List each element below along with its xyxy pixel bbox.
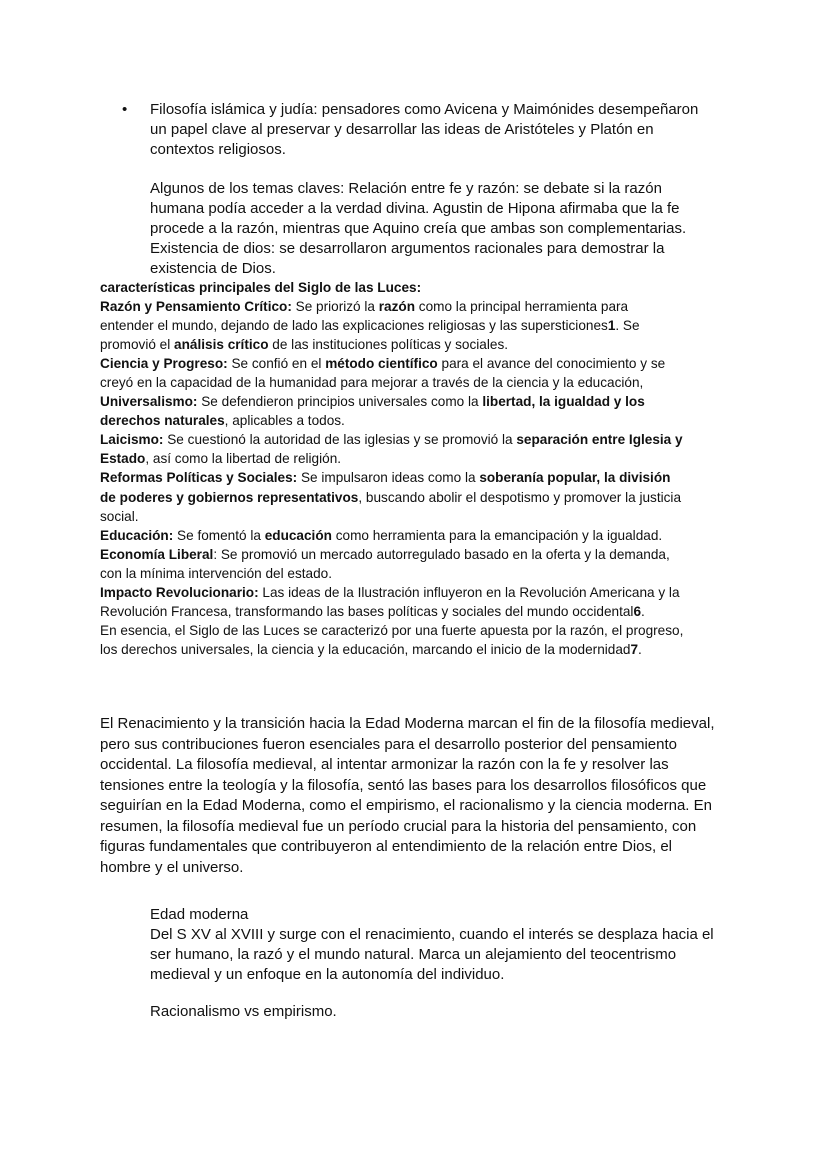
text-run: Existencia de dios: se desarrollaron argumentos racionales para demostrar la: [150, 240, 665, 257]
text-line: [100, 373, 683, 392]
text-run: medieval y un enfoque en la autonomía del individuo.: [150, 966, 505, 983]
bold-text: Universalismo:: [100, 394, 198, 410]
bullet-paragraph-islamic-jewish-philosophy: [150, 100, 698, 160]
bullet-icon: •: [122, 101, 128, 118]
text-run: ser humano, la razó y el mundo natural. Marca un alejamiento del teocentrismo: [150, 946, 677, 963]
bold-text: soberanía popular, la división: [479, 470, 671, 486]
text-line: [100, 858, 715, 879]
text-run: Se defendieron principios universales como la: [197, 394, 483, 410]
text-line: [100, 583, 683, 602]
text-line: [150, 100, 698, 120]
text-run: , así como la libertad de religión.: [145, 451, 342, 467]
bold-text: libertad, la igualdad y los: [482, 394, 645, 410]
bold-text: características principales del Siglo de las Luces:: [100, 280, 422, 295]
text-line: [100, 837, 715, 858]
text-run: Se cuestionó la autoridad de las iglesias y se promovió la: [163, 432, 517, 448]
text-run: El Renacimiento y la transición hacia la Edad Moderna marcan el fin de la filosofía medieval,: [100, 715, 715, 732]
bold-text: separación entre Iglesia y: [516, 432, 683, 448]
text-run: tensiones entre la teología y la filosofía, sentó las bases para los desarrollos filosóficos que: [100, 776, 707, 794]
text-run: Algunos de los temas claves: Relación entre fe y razón: se debate si la razón: [150, 180, 662, 197]
text-run: social.: [100, 508, 139, 524]
text-run: un papel clave al preservar y desarrollar las ideas de Aristóteles y Platón en: [150, 121, 654, 138]
bold-text: educación: [264, 527, 332, 543]
text-run: Del S XV al XVIII y surge con el renacimiento, cuando el interés se desplaza hacia el: [150, 926, 714, 943]
bold-text: 6: [633, 603, 642, 619]
bold-text: Razón y Pensamiento Crítico:: [100, 299, 292, 315]
text-run: como herramienta para la emancipación y la igualdad.: [331, 527, 663, 543]
text-run: contextos religiosos.: [150, 141, 286, 158]
bold-text: Estado: [100, 451, 146, 467]
text-run: Se fomentó la: [173, 527, 265, 543]
text-line: [100, 468, 683, 487]
text-run: , aplicables a todos.: [224, 413, 345, 429]
text-line: [150, 140, 698, 160]
text-run: . Se: [615, 318, 640, 334]
text-run: : Se promovió un mercado autorregulado basado en la oferta y la demanda,: [213, 546, 670, 562]
text-line: [100, 564, 683, 583]
text-line: [150, 1002, 337, 1022]
text-run: promovió el: [100, 337, 175, 353]
section-modern-age: [150, 905, 714, 985]
text-run: como la principal herramienta para: [415, 299, 629, 315]
text-line: [100, 526, 683, 545]
bold-text: derechos naturales: [100, 413, 225, 429]
text-line: [150, 259, 686, 279]
text-run: para el avance del conocimiento y se: [437, 356, 666, 372]
text-run: procede a la razón, mientras que Aquino creía que ambas son complementarias.: [150, 220, 687, 237]
text-line: [100, 640, 683, 659]
text-run: Filosofía islámica y judía: pensadores como Avicena y Maimónides desempeñaron: [150, 101, 699, 118]
text-line: [100, 755, 715, 776]
bold-text: Ciencia y Progreso:: [100, 356, 228, 372]
text-line: [100, 735, 715, 756]
text-run: los derechos universales, la ciencia y la educación, marcando el inicio de la modernidad: [100, 641, 631, 657]
text-line: [100, 316, 683, 335]
text-run: con la mínima intervención del estado.: [100, 565, 332, 581]
text-run: de las instituciones políticas y sociales.: [268, 337, 509, 353]
bold-text: 1: [607, 318, 616, 334]
text-line: [100, 817, 715, 838]
text-run: occidental. La filosofía medieval, al intentar armonizar la razón con la fe y resolver las: [100, 756, 669, 773]
bold-text: método científico: [325, 356, 438, 372]
text-line: [100, 449, 683, 468]
bold-text: Reformas Políticas y Sociales:: [100, 470, 298, 486]
text-line: [100, 796, 715, 817]
text-line: [150, 179, 686, 199]
bold-text: Impacto Revolucionario:: [100, 584, 259, 600]
text-run: Se confió en el: [227, 356, 326, 372]
text-line: [100, 621, 683, 640]
text-line: [100, 392, 683, 411]
text-run: seguirían en la Edad Moderna, como el empirismo, el racionalismo y la ciencia moderna. En: [100, 797, 712, 814]
text-line: [150, 945, 714, 965]
text-line: [100, 411, 683, 430]
paragraph-renaissance-transition: [100, 714, 715, 878]
text-line: [100, 776, 715, 797]
text-run: entender el mundo, dejando de lado las explicaciones religiosas y las supersticiones: [100, 318, 608, 334]
bold-text: análisis crítico: [174, 337, 269, 353]
text-line: [100, 430, 683, 449]
text-line: [100, 602, 683, 621]
text-run: resumen, la filosofía medieval fue un período crucial para la historia del pensamiento, con: [100, 817, 697, 835]
text-run: Edad moderna: [150, 906, 249, 923]
text-line: [100, 297, 683, 316]
text-run: pero sus contribuciones fueron esenciales para el desarrollo posterior del pensamiento: [100, 735, 678, 753]
bold-text: razón: [378, 299, 416, 315]
text-run: , buscando abolir el despotismo y promover la justicia: [358, 489, 682, 505]
text-line: [150, 965, 714, 985]
text-run: humana podía acceder a la verdad divina. Agustin de Hipona afirmaba que la fe: [150, 200, 680, 217]
text-line: [100, 354, 683, 373]
bold-text: Economía Liberal: [100, 546, 214, 562]
text-line: [100, 488, 683, 507]
text-run: .: [638, 641, 642, 657]
text-line: [100, 507, 683, 526]
text-line: [150, 120, 698, 140]
text-run: En esencia, el Siglo de las Luces se caracterizó por una fuerte apuesta por la razón, el progreso,: [100, 622, 684, 638]
text-run: existencia de Dios.: [150, 260, 276, 277]
text-line: [100, 714, 715, 735]
text-run: Las ideas de la Ilustración influyeron en la Revolución Americana y la: [258, 584, 680, 600]
text-run: Racionalismo vs empirismo.: [150, 1003, 337, 1020]
bold-text: de poderes y gobiernos representativos: [100, 489, 359, 505]
text-line: [150, 219, 686, 239]
text-run: Revolución Francesa, transformando las bases políticas y sociales del mundo occidental: [100, 603, 634, 619]
text-run: hombre y el universo.: [100, 858, 244, 876]
text-run: Se impulsaron ideas como la: [297, 470, 480, 486]
text-line: [150, 905, 714, 925]
bold-text: Laicismo:: [100, 432, 164, 448]
text-line: [150, 239, 686, 259]
text-run: creyó en la capacidad de la humanidad para mejorar a través de la ciencia y la educación,: [100, 375, 644, 391]
text-line: [100, 545, 683, 564]
text-line: [100, 335, 683, 354]
text-run: figuras fundamentales que contribuyeron al entendimiento de la relación entre Dios, el: [100, 838, 673, 855]
bold-text: Educación:: [100, 527, 174, 543]
text-line: [150, 925, 714, 945]
text-line: [100, 278, 683, 297]
paragraph-key-themes: [150, 179, 686, 279]
heading-rationalism-vs-empiricism: [150, 1002, 337, 1022]
text-line: [150, 199, 686, 219]
bold-text: 7: [630, 641, 639, 657]
text-run: Se priorizó la: [291, 299, 379, 315]
text-run: .: [641, 603, 645, 619]
section-enlightenment-characteristics: [100, 278, 683, 659]
